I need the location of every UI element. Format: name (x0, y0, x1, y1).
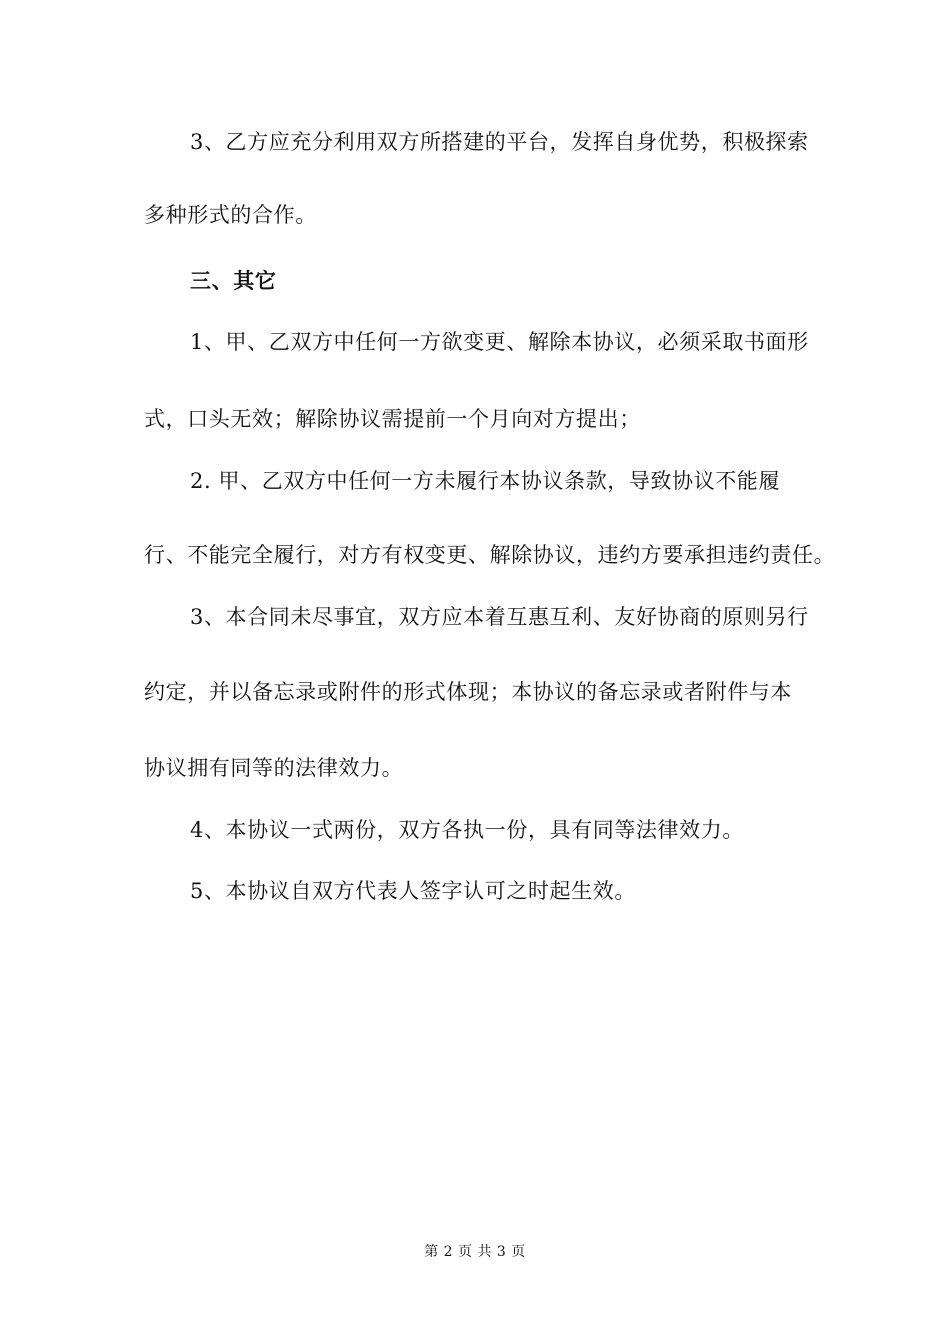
clause-3-3-line-3: 协议拥有同等的法律效力。 (144, 756, 404, 780)
section-heading-other: 三、其它 (190, 268, 277, 293)
clause-3-1-line-1: 1、甲、乙双方中任何一方欲变更、解除本协议，必须采取书面形 (190, 330, 809, 354)
clause-2-3-line-2: 多种形式的合作。 (144, 203, 317, 227)
clause-3-4: 4、本协议一式两份，双方各执一份，具有同等法律效力。 (190, 818, 744, 842)
clause-3-3-line-1: 3、本合同未尽事宜，双方应本着互惠互利、友好协商的原则另行 (190, 605, 809, 629)
clause-3-1-line-2: 式，口头无效；解除协议需提前一个月向对方提出； (144, 407, 641, 431)
clause-3-5: 5、本协议自双方代表人签字认可之时起生效。 (190, 879, 636, 903)
clause-3-3-line-2: 约定，并以备忘录或附件的形式体现；本协议的备忘录或者附件与本 (144, 680, 792, 704)
clause-3-2-line-2: 行、不能完全履行，对方有权变更、解除协议，违约方要承担违约责任。 (144, 543, 836, 567)
clause-3-2-line-1: 2. 甲、乙双方中任何一方未履行本协议条款，导致协议不能履 (190, 469, 781, 493)
clause-2-3-line-1: 3、乙方应充分利用双方所搭建的平台，发挥自身优势，积极探索 (190, 130, 809, 154)
page-number-footer: 第 2 页 共 3 页 (424, 1244, 526, 1260)
